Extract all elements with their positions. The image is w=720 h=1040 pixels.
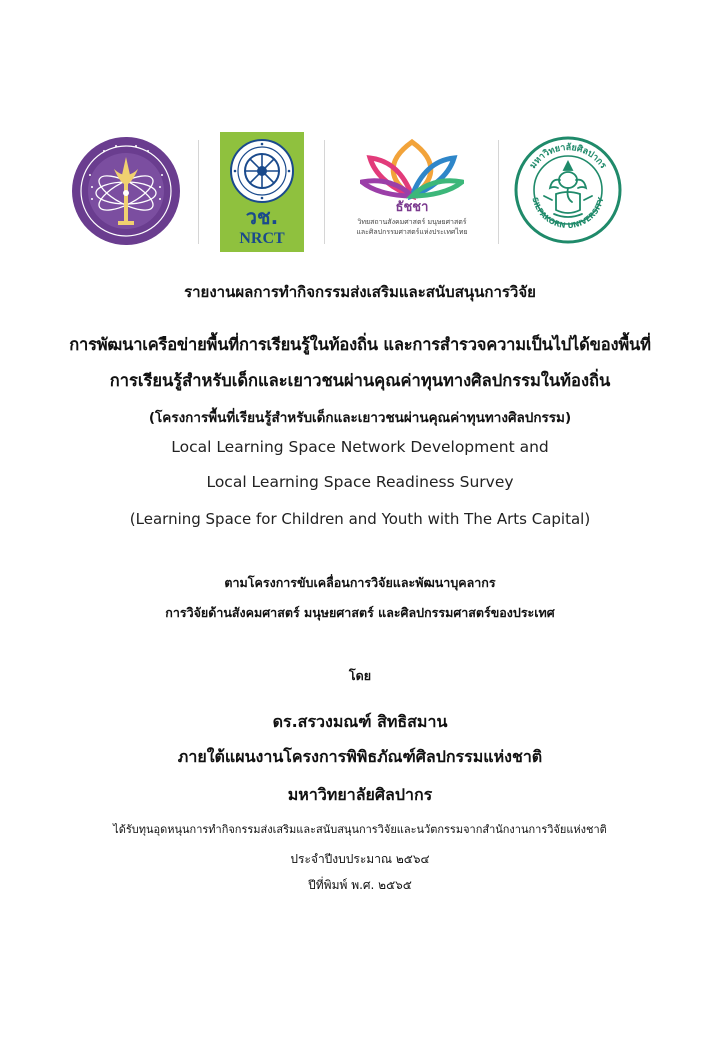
title-thai-line-1: การพัฒนาเครือข่ายพื้นที่การเรียนรู้ในท้องถิ่น และการสำรวจความเป็นไปได้ของพื้นที่ xyxy=(69,335,651,354)
logo-strip xyxy=(62,132,662,254)
funding-statement: ได้รับทุนอุดหนุนการทำกิจกรรมส่งเสริมและสนับสนุนการวิจัยและนวัตกรรมจากสำนักงานการวิจัยแห่งชาติ xyxy=(113,823,607,836)
title-english-line-2: Local Learning Space Readiness Survey xyxy=(206,473,514,491)
lotus-icon xyxy=(360,138,464,200)
report-type: รายงานผลการทำกิจกรรมส่งเสริมและสนับสนุนการวิจัย xyxy=(184,283,536,301)
publication-year: ปีที่พิมพ์ พ.ศ. ๒๕๖๕ xyxy=(308,878,412,892)
ministry-seal-logo xyxy=(70,135,182,247)
nrct-abbrev: วช. xyxy=(245,205,279,229)
university-name: มหาวิทยาลัยศิลปากร xyxy=(287,785,433,804)
author-name: ดร.สรวงมณฑ์ สิทธิสมาน xyxy=(272,712,448,731)
logo-separator xyxy=(198,140,199,244)
thaschaa-caption-2: และศิลปกรรมศาสตร์แห่งประเทศไทย xyxy=(356,228,468,236)
title-english-line-1: Local Learning Space Network Development and xyxy=(171,438,549,456)
thaschaa-name: ธัชชา xyxy=(395,200,429,215)
by-label: โดย xyxy=(348,668,372,683)
title-english-subtitle: (Learning Space for Children and Youth with The Arts Capital) xyxy=(129,510,591,528)
silpakorn-arc-top: มหาวิทยาลัยศิลปากร xyxy=(528,142,608,171)
title-thai-line-2: การเรียนรู้สำหรับเด็กและเยาวชนผ่านคุณค่าทุนทางศิลปกรรมในท้องถิ่น xyxy=(109,371,611,390)
logo-separator xyxy=(324,140,325,244)
nrct-logo xyxy=(220,132,304,252)
plan-name: ภายใต้แผนงานโครงการพิพิธภัณฑ์ศิลปกรรมแห่งชาติ xyxy=(177,747,543,766)
nrct-name: NRCT xyxy=(239,230,285,247)
silpakorn-arc-bottom: SILPAKORN UNIVERSITY xyxy=(530,196,606,231)
program-line-2: การวิจัยด้านสังคมศาสตร์ มนุษยศาสตร์ และศิลปกรรมศาสตร์ของประเทศ xyxy=(165,605,555,620)
title-thai-subtitle: (โครงการพื้นที่เรียนรู้สำหรับเด็กและเยาวชนผ่านคุณค่าทุนทางศิลปกรรม) xyxy=(148,410,572,426)
silpakorn-seal-logo xyxy=(514,136,622,244)
nrct-wheel-icon xyxy=(229,138,295,204)
fiscal-year: ประจำปีงบประมาณ ๒๕๖๔ xyxy=(290,852,430,866)
thaschaa-logo xyxy=(342,138,482,248)
thaschaa-caption-1: วิทยสถานสังคมศาสตร์ มนุษยศาสตร์ xyxy=(357,218,467,226)
program-line-1: ตามโครงการขับเคลื่อนการวิจัยและพัฒนาบุคลากร xyxy=(224,575,496,590)
logo-separator xyxy=(498,140,499,244)
